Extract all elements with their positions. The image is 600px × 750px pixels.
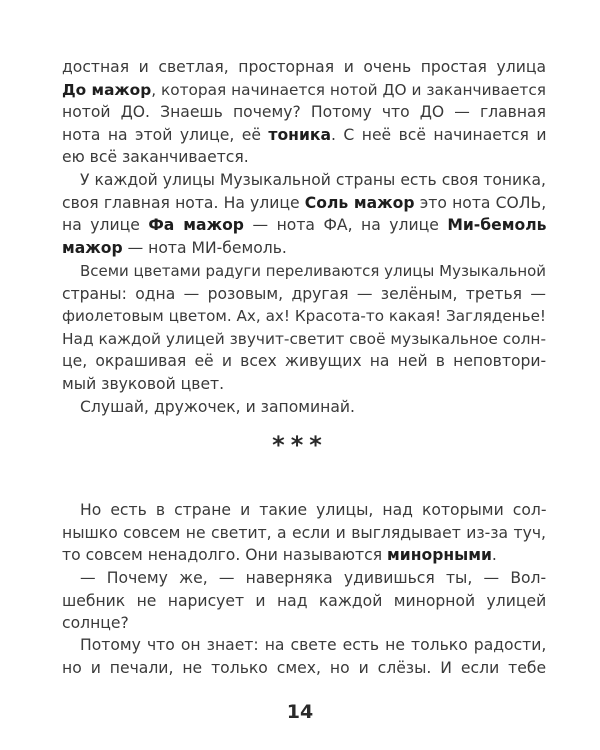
text-run: шебник не нарисует и над каждой минорной улицей	[62, 591, 547, 610]
paragraph-5	[62, 499, 546, 567]
text-run: .	[491, 546, 497, 564]
text-run: , которая начинается нотой ДО и заканчивается	[151, 80, 546, 99]
text-run: страны: одна — розовым, другая — зелёным, третья —	[62, 284, 546, 303]
text-run: это нота СОЛЬ,	[414, 193, 547, 212]
bold-term: Ми-бемоль	[447, 216, 547, 234]
text-line	[62, 522, 546, 545]
text-line	[62, 237, 546, 260]
text-line	[62, 214, 546, 237]
text-line	[62, 124, 546, 147]
page-number: 14	[286, 701, 314, 723]
text-line	[62, 283, 546, 306]
paragraph-3	[62, 260, 546, 395]
text-line	[62, 612, 546, 635]
text-line	[62, 101, 546, 124]
bold-term: До мажор	[62, 80, 152, 99]
text-line	[62, 328, 546, 351]
text-run: — Почему же, — наверняка удивишься ты, — Вол-	[80, 569, 547, 587]
section-separator: ***	[272, 431, 328, 459]
text-run: нышко совсем не светит, а если и выглядывает из-за туч,	[62, 523, 546, 542]
text-line	[62, 590, 546, 613]
paragraph-2	[62, 169, 546, 259]
text-run: Всеми цветами радуги переливаются улицы Музыкальной	[80, 262, 546, 280]
text-line	[62, 192, 546, 215]
text-run: . С неё всё начинается и	[330, 125, 547, 144]
text-line	[62, 305, 546, 328]
text-run: — нота ФА, на улице	[243, 216, 448, 234]
text-line	[62, 79, 546, 102]
paragraph-4	[62, 396, 546, 419]
text-run: У каждой улицы Музыкальной страны есть своя тоника,	[80, 171, 546, 189]
text-run: Потому что он знает: на свете есть не только радости,	[80, 636, 547, 654]
bold-term: Соль мажор	[304, 193, 415, 212]
paragraph-6	[62, 567, 546, 635]
text-run: Но есть в стране и такие улицы, над которыми сол-	[80, 501, 547, 519]
text-run: ею всё заканчивается.	[62, 148, 249, 166]
text-run: — нота МИ-бемоль.	[122, 238, 287, 257]
text-run: Над каждой улицей звучит-светит своё музыкальное солн-	[62, 329, 546, 348]
text-line	[62, 634, 546, 657]
text-line	[62, 260, 546, 283]
text-run: мый звуковой цвет.	[62, 374, 225, 393]
bold-term: Фа мажор	[148, 216, 244, 234]
text-run: це, окрашивая её и всех живущих на ней в неповтори-	[62, 352, 547, 370]
text-line	[62, 657, 546, 680]
text-line	[62, 56, 546, 79]
text-line	[62, 567, 546, 590]
text-run: Слушай, дружочек, и запоминай.	[80, 398, 356, 416]
text-line	[62, 146, 546, 169]
text-line	[62, 373, 546, 396]
text-line	[62, 396, 546, 419]
bold-term: мажор	[62, 238, 123, 257]
text-run: своя главная нота. На улице	[62, 193, 305, 212]
paragraph-7	[62, 634, 546, 679]
text-line	[62, 499, 546, 522]
text-run: нота на этой улице, её	[62, 125, 269, 144]
bold-term: минорными	[387, 546, 492, 564]
text-run: но и печали, не только смех, но и слёзы. И если тебе	[62, 658, 547, 677]
text-run: то совсем ненадолго. Они называются	[62, 546, 388, 564]
paragraph-1	[62, 56, 546, 169]
text-run: солнце?	[62, 614, 129, 632]
text-run: нотой ДО. Знаешь почему? Потому что ДО — главная	[62, 103, 546, 121]
text-run: достная и светлая, просторная и очень простая улица	[62, 58, 546, 76]
text-line	[62, 350, 546, 373]
text-run: на улице	[62, 216, 149, 234]
text-run: фиолетовым цветом. Ах, ах! Красота-то какая! Загляденье!	[62, 307, 546, 325]
bold-term: тоника	[268, 125, 331, 144]
text-line	[62, 544, 546, 567]
text-line	[62, 169, 546, 192]
